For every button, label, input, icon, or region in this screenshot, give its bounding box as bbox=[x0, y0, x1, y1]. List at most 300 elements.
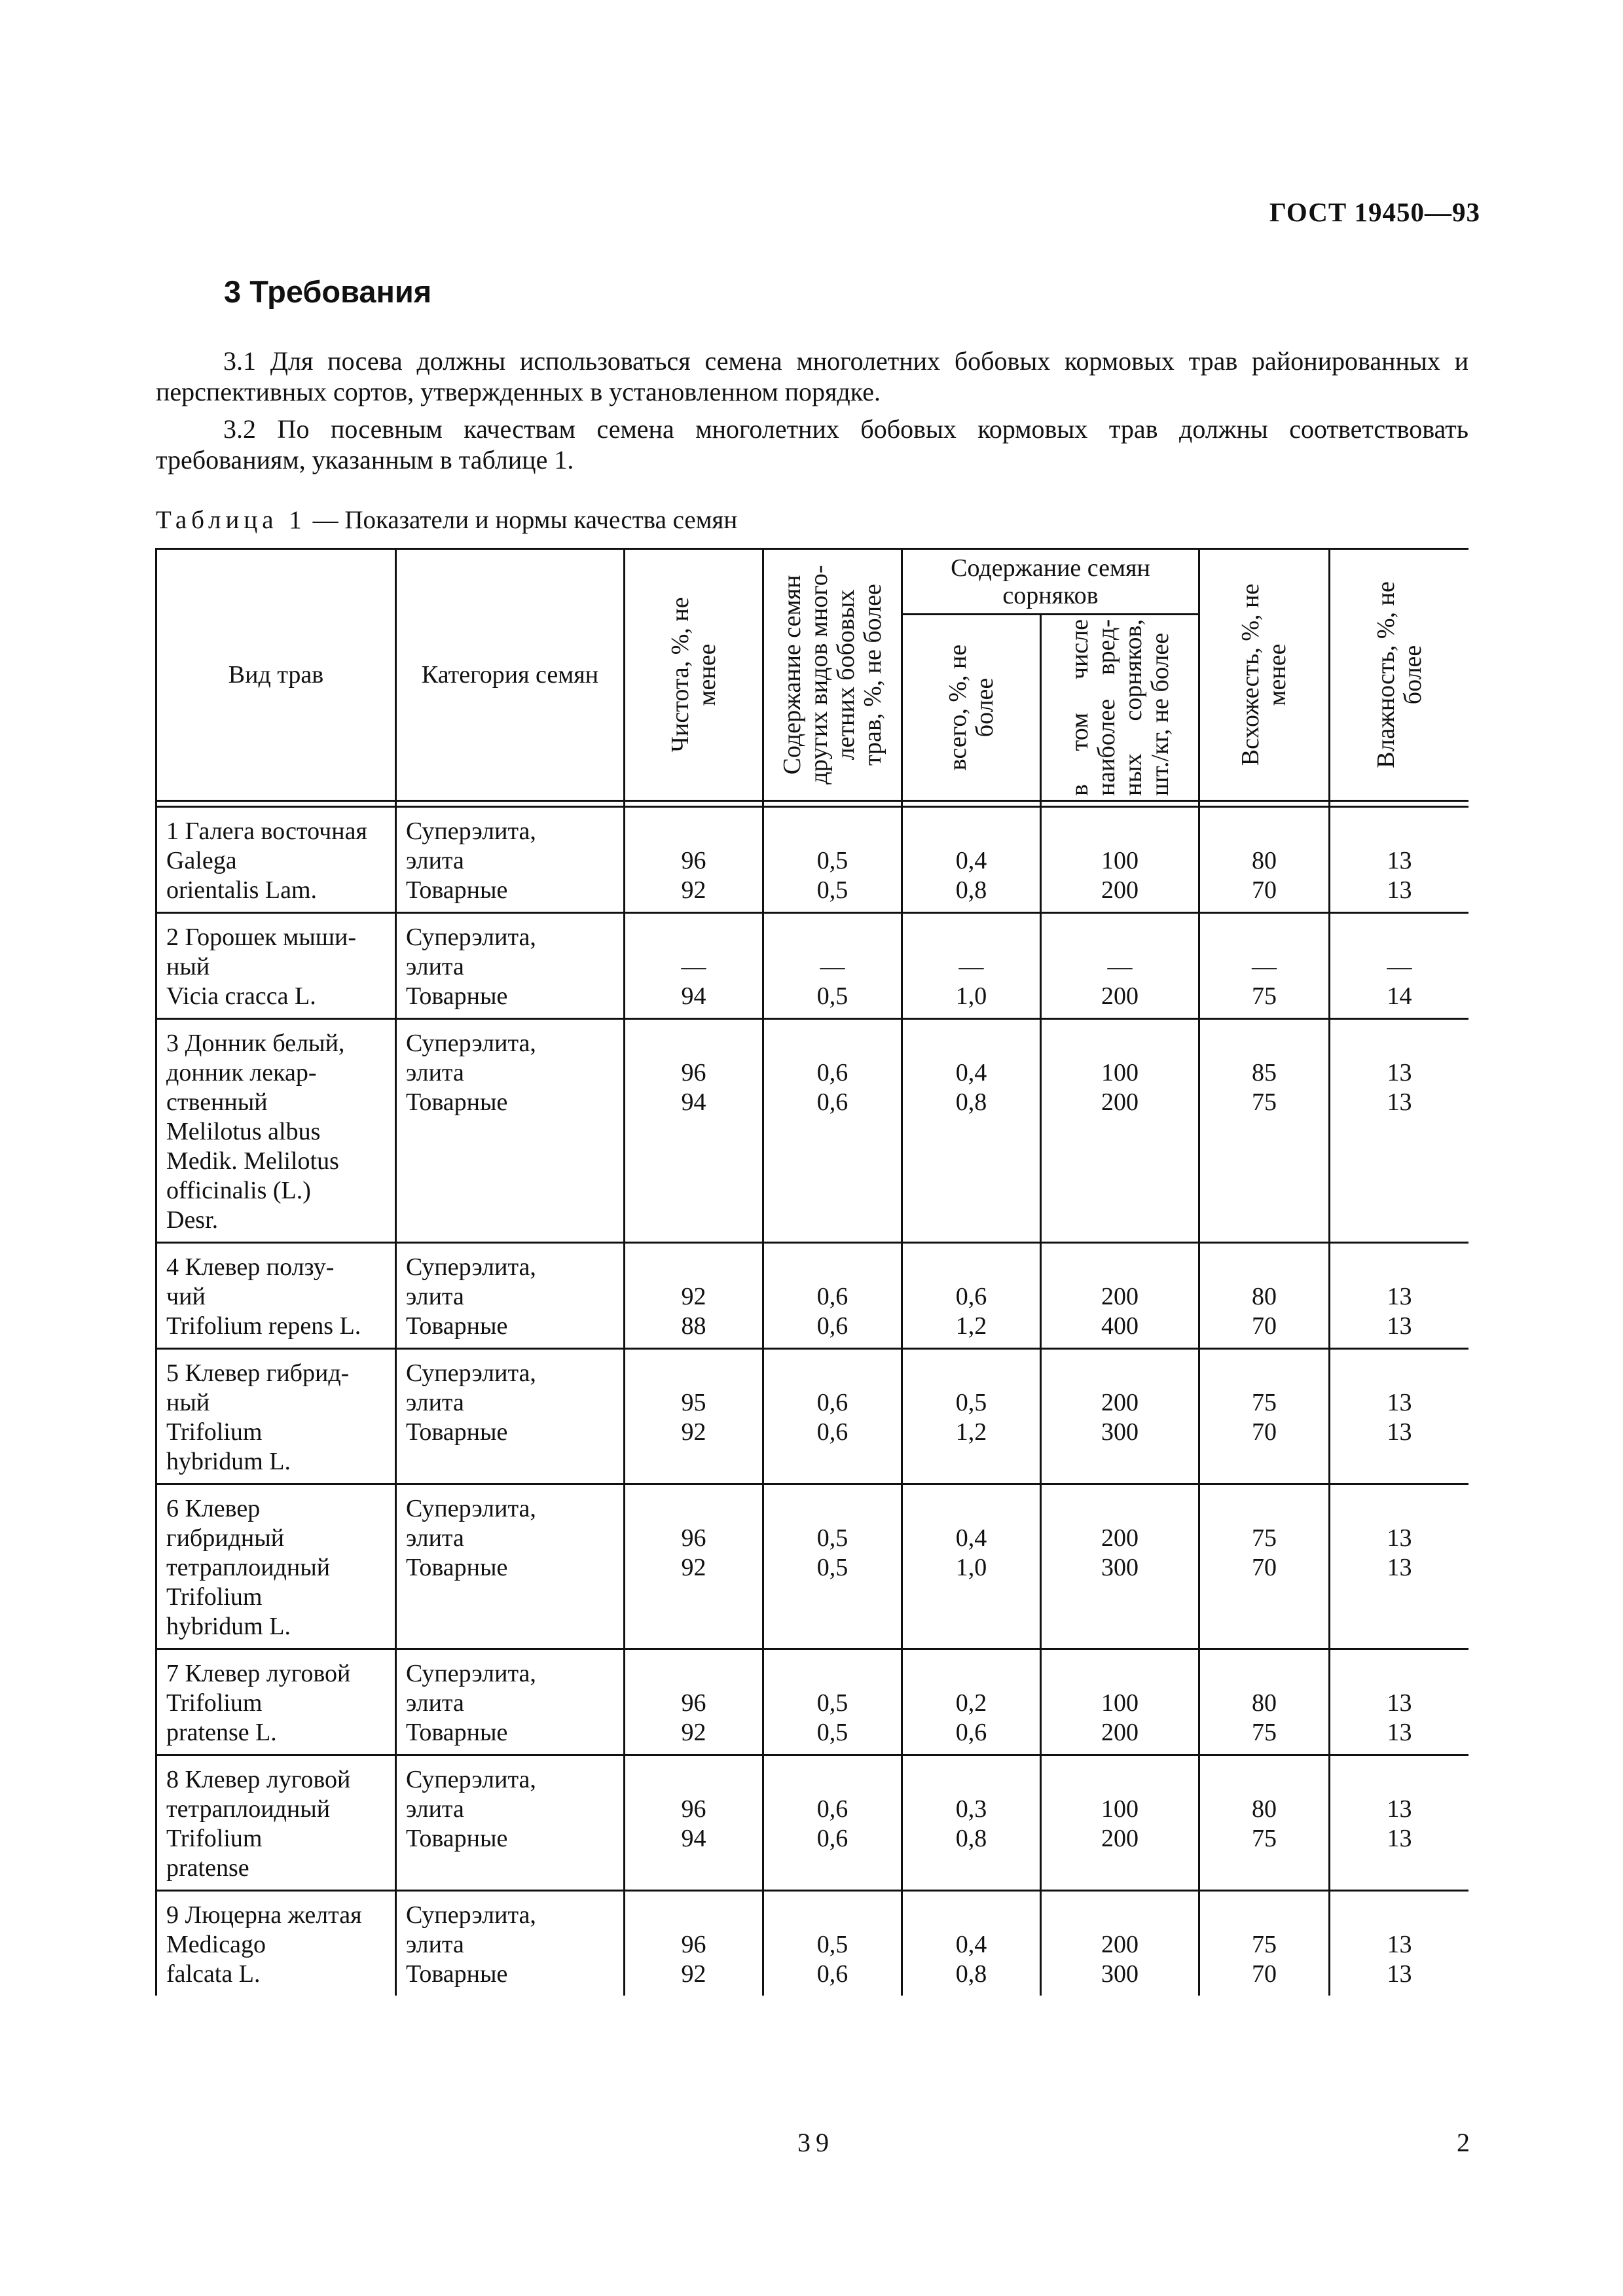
moisture-value: 13 bbox=[1387, 1389, 1412, 1416]
moisture-cell bbox=[1330, 1755, 1468, 1891]
weeds-harmful-value: 200 bbox=[1101, 1931, 1139, 1958]
category-line: элита bbox=[406, 1795, 464, 1823]
species-line: 1 Галега восточная bbox=[166, 817, 367, 845]
species-line: Medik. Melilotus bbox=[166, 1147, 339, 1175]
germination-value: 70 bbox=[1252, 1418, 1277, 1446]
moisture-value: 13 bbox=[1387, 1931, 1412, 1958]
table-row bbox=[156, 807, 1469, 913]
moisture-value: — bbox=[1387, 953, 1412, 980]
table-row bbox=[156, 913, 1469, 1019]
page-number: 39 bbox=[797, 2128, 834, 2157]
value-spacer bbox=[1042, 1029, 1198, 1058]
weeds-total-cell bbox=[902, 1891, 1041, 1996]
header-species: Вид трав bbox=[156, 549, 396, 801]
germination-cell bbox=[1199, 1891, 1330, 1996]
moisture-cell bbox=[1330, 1891, 1468, 1996]
germination-value: 75 bbox=[1252, 1825, 1277, 1852]
weeds-harmful-cell bbox=[1041, 1484, 1199, 1649]
species-line: 8 Клевер луговой bbox=[166, 1766, 351, 1793]
germination-value: 75 bbox=[1252, 1931, 1277, 1958]
purity-value: 92 bbox=[681, 1960, 706, 1988]
other-legumes-cell bbox=[763, 1019, 902, 1243]
value-spacer bbox=[903, 1765, 1040, 1795]
other-legumes-cell bbox=[763, 1484, 902, 1649]
germination-cell bbox=[1199, 1484, 1330, 1649]
value-spacer bbox=[1042, 1901, 1198, 1930]
purity-value: 94 bbox=[681, 1088, 706, 1116]
species-line: Trifolium bbox=[166, 1689, 263, 1717]
germination-value: 70 bbox=[1252, 1960, 1277, 1988]
germination-cell bbox=[1199, 807, 1330, 913]
germination-cell bbox=[1199, 913, 1330, 1019]
weeds-harmful-value: 100 bbox=[1101, 1059, 1139, 1086]
other-legumes-value: 0,6 bbox=[816, 1825, 848, 1852]
other-legumes-value: 0,6 bbox=[816, 1088, 848, 1116]
weeds-total-value: 0,2 bbox=[955, 1689, 987, 1717]
other-legumes-value: 0,6 bbox=[816, 1389, 848, 1416]
category-line: элита bbox=[406, 953, 464, 980]
other-legumes-value: 0,5 bbox=[816, 1554, 848, 1581]
value-spacer bbox=[1042, 1359, 1198, 1388]
value-spacer bbox=[1042, 817, 1198, 846]
table-row bbox=[156, 1484, 1469, 1649]
value-spacer bbox=[1042, 1494, 1198, 1524]
weeds-harmful-value: 100 bbox=[1101, 847, 1139, 874]
quality-norms-table bbox=[155, 548, 1468, 1996]
germination-value: 80 bbox=[1252, 1283, 1277, 1310]
value-spacer bbox=[903, 1029, 1040, 1058]
value-spacer bbox=[1330, 1359, 1468, 1388]
germination-value: — bbox=[1252, 953, 1277, 980]
weeds-total-cell bbox=[902, 1349, 1041, 1484]
species-line: orientalis Lam. bbox=[166, 876, 318, 904]
header-category: Категория семян bbox=[396, 549, 625, 801]
category-line: элита bbox=[406, 1389, 464, 1416]
value-spacer bbox=[1330, 923, 1468, 952]
standard-designation: ГОСТ 19450—93 bbox=[1269, 197, 1480, 227]
category-line: Товарные bbox=[406, 982, 508, 1010]
category-line: элита bbox=[406, 847, 464, 874]
species-line: 3 Донник белый, bbox=[166, 1030, 345, 1057]
header-other-legumes-cell bbox=[763, 549, 902, 801]
header-weeds-harmful: в том числе наиболее вредных сорняков, шт./кг, не более bbox=[1065, 619, 1174, 796]
weeds-total-value: 0,6 bbox=[955, 1719, 987, 1746]
weeds-total-value: 0,3 bbox=[955, 1795, 987, 1823]
purity-value: 92 bbox=[681, 1283, 706, 1310]
value-spacer bbox=[625, 817, 762, 846]
weeds-harmful-cell bbox=[1041, 807, 1199, 913]
moisture-value: 13 bbox=[1387, 1795, 1412, 1823]
germination-value: 75 bbox=[1252, 1719, 1277, 1746]
table-row bbox=[156, 1349, 1469, 1484]
header-germination: Всхожесть, %, не менее bbox=[1237, 583, 1292, 766]
weeds-harmful-cell bbox=[1041, 1755, 1199, 1891]
weeds-total-value: 0,5 bbox=[955, 1389, 987, 1416]
germination-value: 85 bbox=[1252, 1059, 1277, 1086]
species-line: Desr. bbox=[166, 1206, 219, 1234]
moisture-value: 13 bbox=[1387, 876, 1412, 904]
value-spacer bbox=[1330, 817, 1468, 846]
value-spacer bbox=[764, 923, 901, 952]
species-line: hybridum L. bbox=[166, 1448, 291, 1475]
weeds-harmful-value: 200 bbox=[1101, 1524, 1139, 1552]
category-cell bbox=[396, 1243, 625, 1349]
other-legumes-value: 0,5 bbox=[816, 1931, 848, 1958]
moisture-value: 13 bbox=[1387, 1088, 1412, 1116]
species-line: ственный bbox=[166, 1088, 268, 1116]
moisture-value: 13 bbox=[1387, 1059, 1412, 1086]
value-spacer bbox=[1330, 1659, 1468, 1689]
table-row bbox=[156, 1019, 1469, 1243]
species-cell bbox=[156, 1891, 396, 1996]
weeds-harmful-cell bbox=[1041, 1019, 1199, 1243]
category-line: элита bbox=[406, 1524, 464, 1552]
category-line: Товарные bbox=[406, 1088, 508, 1116]
weeds-harmful-cell bbox=[1041, 1349, 1199, 1484]
species-line: ный bbox=[166, 953, 210, 980]
purity-cell bbox=[625, 1755, 763, 1891]
category-line: Суперэлита, bbox=[406, 1495, 536, 1522]
purity-value: 96 bbox=[681, 1524, 706, 1552]
moisture-cell bbox=[1330, 1484, 1468, 1649]
header-other-legumes: Содержание семян других видов многолетних бобовых трав, %, не более bbox=[778, 565, 886, 785]
weeds-harmful-value: 200 bbox=[1101, 1825, 1139, 1852]
purity-value: 88 bbox=[681, 1312, 706, 1340]
value-spacer bbox=[625, 1494, 762, 1524]
table-caption-label: Таблица 1 bbox=[156, 506, 306, 534]
header-weeds-total: всего, %, не более bbox=[943, 644, 998, 771]
value-spacer bbox=[1200, 1494, 1328, 1524]
species-line: донник лекар- bbox=[166, 1059, 317, 1086]
moisture-cell bbox=[1330, 1349, 1468, 1484]
weeds-harmful-value: 200 bbox=[1101, 876, 1139, 904]
weeds-total-cell bbox=[902, 913, 1041, 1019]
moisture-cell bbox=[1330, 1649, 1468, 1755]
value-spacer bbox=[1330, 1253, 1468, 1282]
germination-cell bbox=[1199, 1649, 1330, 1755]
purity-cell bbox=[625, 1484, 763, 1649]
purity-value: 95 bbox=[681, 1389, 706, 1416]
species-cell bbox=[156, 913, 396, 1019]
table-row bbox=[156, 1649, 1469, 1755]
moisture-value: 13 bbox=[1387, 847, 1412, 874]
germination-value: 80 bbox=[1252, 847, 1277, 874]
moisture-value: 13 bbox=[1387, 1312, 1412, 1340]
purity-value: 96 bbox=[681, 1795, 706, 1823]
species-line: Trifolium bbox=[166, 1418, 263, 1446]
moisture-cell bbox=[1330, 1019, 1468, 1243]
species-line: 6 Клевер bbox=[166, 1495, 261, 1522]
category-line: Товарные bbox=[406, 1960, 508, 1988]
category-line: Суперэлита, bbox=[406, 1660, 536, 1687]
weeds-total-cell bbox=[902, 1019, 1041, 1243]
table-body bbox=[156, 801, 1469, 1996]
category-line: Суперэлита, bbox=[406, 817, 536, 845]
category-line: Товарные bbox=[406, 1719, 508, 1746]
germination-value: 75 bbox=[1252, 1088, 1277, 1116]
weeds-harmful-value: 100 bbox=[1101, 1689, 1139, 1717]
germination-value: 70 bbox=[1252, 876, 1277, 904]
other-legumes-value: — bbox=[820, 953, 845, 980]
purity-value: 96 bbox=[681, 1059, 706, 1086]
weeds-harmful-value: 400 bbox=[1101, 1312, 1139, 1340]
header-moisture: Влажность, %, не более bbox=[1372, 581, 1427, 768]
species-line: Trifolium bbox=[166, 1583, 263, 1611]
other-legumes-value: 0,5 bbox=[816, 982, 848, 1010]
quality-norms-table-wrapper bbox=[155, 548, 1468, 2103]
species-cell bbox=[156, 1243, 396, 1349]
value-spacer bbox=[1200, 1253, 1328, 1282]
purity-value: 94 bbox=[681, 1825, 706, 1852]
species-line: Medicago bbox=[166, 1931, 266, 1958]
other-legumes-cell bbox=[763, 1349, 902, 1484]
weeds-harmful-value: 100 bbox=[1101, 1795, 1139, 1823]
value-spacer bbox=[625, 1659, 762, 1689]
purity-cell bbox=[625, 913, 763, 1019]
other-legumes-value: 0,6 bbox=[816, 1312, 848, 1340]
species-line: тетраплоидный bbox=[166, 1795, 331, 1823]
category-cell bbox=[396, 1019, 625, 1243]
other-legumes-value: 0,6 bbox=[816, 1059, 848, 1086]
other-legumes-value: 0,5 bbox=[816, 1689, 848, 1717]
weeds-total-value: 0,4 bbox=[955, 1524, 987, 1552]
moisture-cell bbox=[1330, 807, 1468, 913]
category-line: элита bbox=[406, 1283, 464, 1310]
species-line: pratense L. bbox=[166, 1719, 277, 1746]
purity-value: 94 bbox=[681, 982, 706, 1010]
species-line: hybridum L. bbox=[166, 1613, 291, 1640]
purity-value: 92 bbox=[681, 876, 706, 904]
weeds-total-value: 1,2 bbox=[955, 1418, 987, 1446]
value-spacer bbox=[903, 923, 1040, 952]
value-spacer bbox=[764, 1494, 901, 1524]
paragraph-3-1: 3.1 Для посева должны использоваться семена многолетних бобовых кормовых трав районированных и перспективных сортов, утвержденных в установленном порядке. bbox=[156, 346, 1468, 406]
weeds-harmful-value: 200 bbox=[1101, 1389, 1139, 1416]
category-line: Суперэлита, bbox=[406, 924, 536, 951]
purity-value: 96 bbox=[681, 1931, 706, 1958]
other-legumes-cell bbox=[763, 913, 902, 1019]
germination-value: 80 bbox=[1252, 1689, 1277, 1717]
other-legumes-cell bbox=[763, 1243, 902, 1349]
weeds-total-value: 0,8 bbox=[955, 876, 987, 904]
species-line: тетраплоидный bbox=[166, 1554, 331, 1581]
category-cell bbox=[396, 1755, 625, 1891]
value-spacer bbox=[625, 1029, 762, 1058]
value-spacer bbox=[764, 1359, 901, 1388]
germination-value: 80 bbox=[1252, 1795, 1277, 1823]
value-spacer bbox=[764, 1901, 901, 1930]
species-line: pratense bbox=[166, 1854, 249, 1882]
germination-cell bbox=[1199, 1349, 1330, 1484]
purity-value: 96 bbox=[681, 1689, 706, 1717]
value-spacer bbox=[1200, 1359, 1328, 1388]
weeds-harmful-value: 300 bbox=[1101, 1554, 1139, 1581]
species-line: 2 Горошек мыши- bbox=[166, 924, 357, 951]
weeds-total-cell bbox=[902, 1243, 1041, 1349]
germination-value: 75 bbox=[1252, 1524, 1277, 1552]
value-spacer bbox=[764, 1253, 901, 1282]
value-spacer bbox=[625, 1765, 762, 1795]
category-line: Суперэлита, bbox=[406, 1253, 536, 1281]
germination-value: 75 bbox=[1252, 982, 1277, 1010]
table-spacer-row bbox=[156, 801, 1469, 807]
moisture-value: 13 bbox=[1387, 1418, 1412, 1446]
category-line: Товарные bbox=[406, 1554, 508, 1581]
value-spacer bbox=[1200, 1659, 1328, 1689]
species-line: 9 Люцерна желтая bbox=[166, 1901, 362, 1929]
purity-value: 96 bbox=[681, 847, 706, 874]
value-spacer bbox=[764, 1029, 901, 1058]
value-spacer bbox=[764, 817, 901, 846]
category-line: элита bbox=[406, 1931, 464, 1958]
category-line: Суперэлита, bbox=[406, 1359, 536, 1387]
moisture-value: 14 bbox=[1387, 982, 1412, 1010]
moisture-value: 13 bbox=[1387, 1960, 1412, 1988]
value-spacer bbox=[903, 1359, 1040, 1388]
purity-value: 92 bbox=[681, 1418, 706, 1446]
other-legumes-value: 0,5 bbox=[816, 1524, 848, 1552]
species-line: falcata L. bbox=[166, 1960, 261, 1988]
germination-cell bbox=[1199, 1755, 1330, 1891]
other-legumes-cell bbox=[763, 807, 902, 913]
other-legumes-cell bbox=[763, 1649, 902, 1755]
weeds-harmful-value: 200 bbox=[1101, 1719, 1139, 1746]
species-line: ный bbox=[166, 1389, 210, 1416]
species-cell bbox=[156, 1649, 396, 1755]
species-line: Trifolium repens L. bbox=[166, 1312, 361, 1340]
header-weeds-harmful-cell bbox=[1041, 615, 1199, 801]
other-legumes-value: 0,6 bbox=[816, 1283, 848, 1310]
purity-cell bbox=[625, 1649, 763, 1755]
sheet-number: 2 bbox=[1457, 2128, 1470, 2157]
purity-cell bbox=[625, 807, 763, 913]
value-spacer bbox=[625, 1253, 762, 1282]
value-spacer bbox=[1330, 1765, 1468, 1795]
table-caption bbox=[156, 505, 737, 535]
weeds-harmful-value: 200 bbox=[1101, 1283, 1139, 1310]
weeds-total-value: 0,4 bbox=[955, 847, 987, 874]
weeds-total-cell bbox=[902, 807, 1041, 913]
germination-cell bbox=[1199, 1019, 1330, 1243]
weeds-harmful-value: — bbox=[1107, 953, 1133, 980]
weeds-harmful-value: 200 bbox=[1101, 982, 1139, 1010]
header-germination-cell bbox=[1199, 549, 1330, 801]
germination-value: 70 bbox=[1252, 1554, 1277, 1581]
germination-cell bbox=[1199, 1243, 1330, 1349]
species-line: Melilotus albus bbox=[166, 1118, 321, 1145]
weeds-harmful-value: 300 bbox=[1101, 1960, 1139, 1988]
weeds-total-cell bbox=[902, 1484, 1041, 1649]
moisture-cell bbox=[1330, 913, 1468, 1019]
category-cell bbox=[396, 1484, 625, 1649]
other-legumes-value: 0,6 bbox=[816, 1795, 848, 1823]
weeds-total-value: 0,8 bbox=[955, 1088, 987, 1116]
species-cell bbox=[156, 1484, 396, 1649]
moisture-value: 13 bbox=[1387, 1554, 1412, 1581]
value-spacer bbox=[903, 1253, 1040, 1282]
category-cell bbox=[396, 1891, 625, 1996]
value-spacer bbox=[625, 923, 762, 952]
value-spacer bbox=[1042, 1765, 1198, 1795]
species-line: чий bbox=[166, 1283, 206, 1310]
weeds-total-value: 0,4 bbox=[955, 1931, 987, 1958]
value-spacer bbox=[1200, 1765, 1328, 1795]
category-line: Товарные bbox=[406, 1312, 508, 1340]
species-line: Vicia cracca L. bbox=[166, 982, 316, 1010]
other-legumes-value: 0,5 bbox=[816, 1719, 848, 1746]
value-spacer bbox=[903, 1659, 1040, 1689]
category-cell bbox=[396, 1349, 625, 1484]
weeds-total-value: 1,0 bbox=[955, 1554, 987, 1581]
value-spacer bbox=[903, 817, 1040, 846]
moisture-value: 13 bbox=[1387, 1719, 1412, 1746]
category-line: Товарные bbox=[406, 1825, 508, 1852]
value-spacer bbox=[1330, 1494, 1468, 1524]
value-spacer bbox=[1042, 1253, 1198, 1282]
value-spacer bbox=[903, 1901, 1040, 1930]
purity-cell bbox=[625, 1019, 763, 1243]
species-line: Trifolium bbox=[166, 1825, 263, 1852]
weeds-harmful-cell bbox=[1041, 1243, 1199, 1349]
category-line: элита bbox=[406, 1689, 464, 1717]
value-spacer bbox=[1042, 923, 1198, 952]
value-spacer bbox=[1200, 1029, 1328, 1058]
germination-value: 70 bbox=[1252, 1312, 1277, 1340]
weeds-harmful-cell bbox=[1041, 1891, 1199, 1996]
category-cell bbox=[396, 807, 625, 913]
other-legumes-value: 0,5 bbox=[816, 847, 848, 874]
germination-value: 75 bbox=[1252, 1389, 1277, 1416]
purity-value: — bbox=[681, 953, 706, 980]
weeds-harmful-value: 300 bbox=[1101, 1418, 1139, 1446]
species-line: 5 Клевер гибрид- bbox=[166, 1359, 350, 1387]
species-line: Galega bbox=[166, 847, 237, 874]
species-line: 4 Клевер ползу- bbox=[166, 1253, 335, 1281]
weeds-total-value: 1,0 bbox=[955, 982, 987, 1010]
weeds-total-cell bbox=[902, 1649, 1041, 1755]
weeds-harmful-cell bbox=[1041, 1649, 1199, 1755]
value-spacer bbox=[1330, 1901, 1468, 1930]
category-line: Суперэлита, bbox=[406, 1901, 536, 1929]
weeds-harmful-cell bbox=[1041, 913, 1199, 1019]
other-legumes-cell bbox=[763, 1755, 902, 1891]
table-row bbox=[156, 1755, 1469, 1891]
header-purity-cell bbox=[625, 549, 763, 801]
category-line: Суперэлита, bbox=[406, 1030, 536, 1057]
species-cell bbox=[156, 807, 396, 913]
category-line: Суперэлита, bbox=[406, 1766, 536, 1793]
other-legumes-value: 0,6 bbox=[816, 1960, 848, 1988]
other-legumes-value: 0,6 bbox=[816, 1418, 848, 1446]
paragraph-3-2: 3.2 По посевным качествам семена многолетних бобовых кормовых трав должны соответствовать требованиям, указанным в таблице 1. bbox=[156, 414, 1468, 475]
value-spacer bbox=[1200, 1901, 1328, 1930]
header-moisture-cell bbox=[1330, 549, 1468, 801]
moisture-value: 13 bbox=[1387, 1283, 1412, 1310]
category-cell bbox=[396, 1649, 625, 1755]
value-spacer bbox=[764, 1659, 901, 1689]
table-caption-text: — Показатели и нормы качества семян bbox=[306, 506, 738, 534]
moisture-cell bbox=[1330, 1243, 1468, 1349]
weeds-total-cell bbox=[902, 1755, 1041, 1891]
value-spacer bbox=[1200, 923, 1328, 952]
purity-value: 92 bbox=[681, 1554, 706, 1581]
species-cell bbox=[156, 1755, 396, 1891]
header-weeds-total-cell bbox=[902, 615, 1041, 801]
moisture-value: 13 bbox=[1387, 1524, 1412, 1552]
species-line: гибридный bbox=[166, 1524, 285, 1552]
value-spacer bbox=[1330, 1029, 1468, 1058]
category-line: Товарные bbox=[406, 876, 508, 904]
